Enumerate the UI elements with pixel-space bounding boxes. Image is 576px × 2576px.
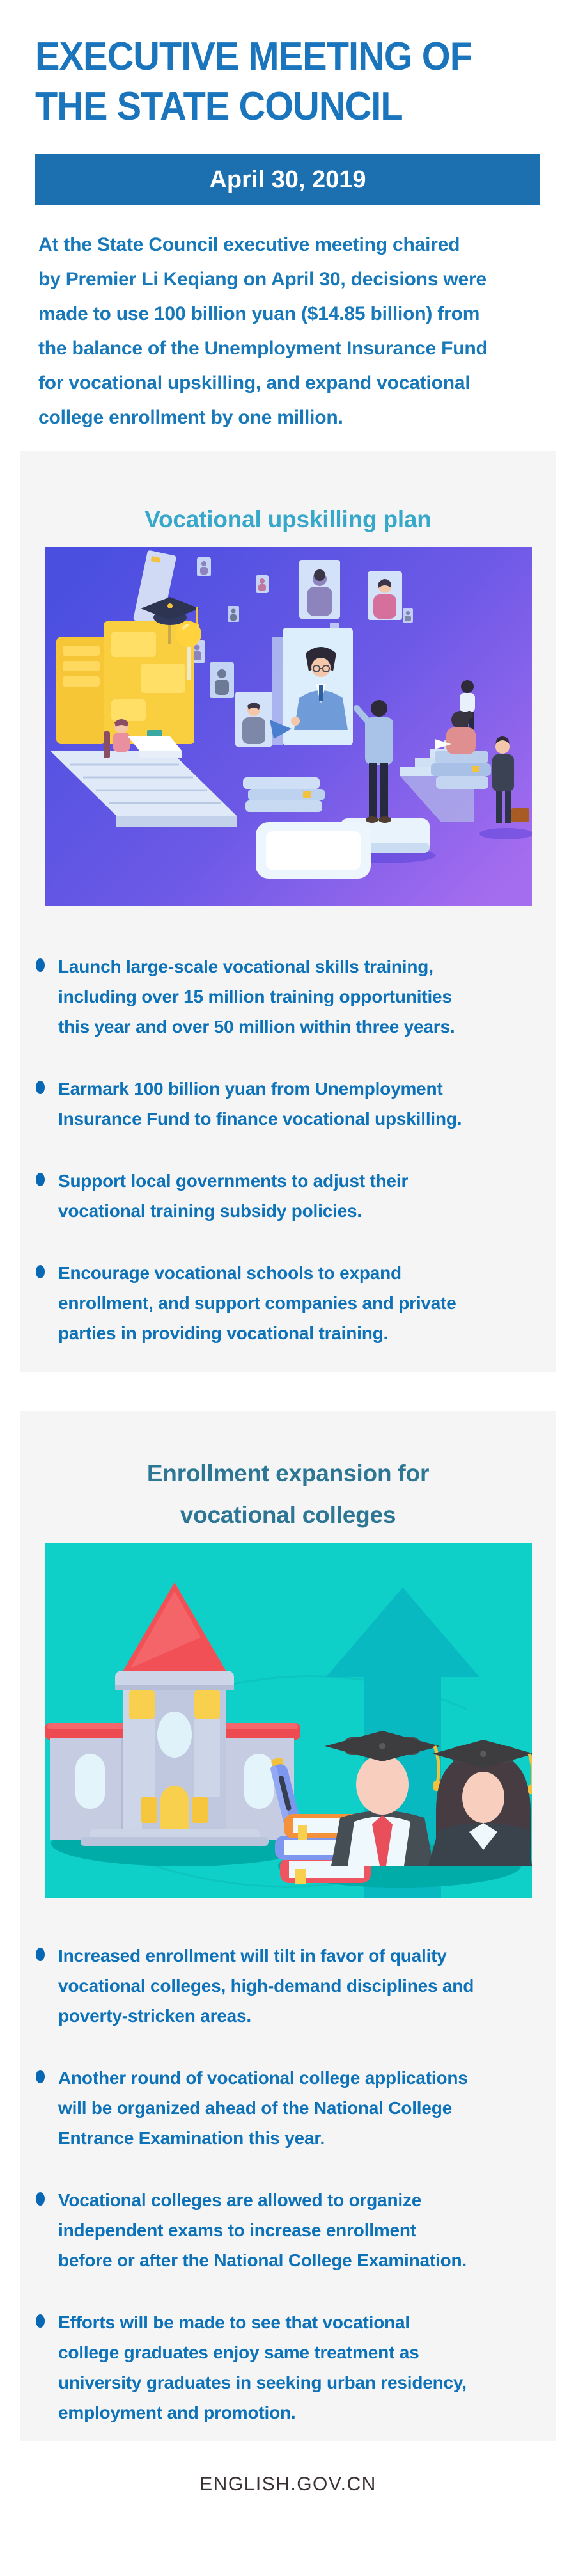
text-line: including over 15 million training opportunities [58,987,452,1006]
section-card-upskilling [20,451,556,1372]
text-line: the balance of the Unemployment Insurance Fund [38,338,488,359]
bullet-item [36,2063,549,2153]
bullet-text [58,2063,468,2153]
text-line: Earmark 100 billion yuan from Unemployment [58,1079,443,1099]
section-title-upskilling [20,506,556,533]
bullet-text [58,1941,474,2031]
section-card-enrollment [20,1411,556,2441]
date-banner-text: April 30, 2019 [209,166,366,193]
text-line: Insurance Fund to finance vocational upskilling. [58,1109,462,1129]
text-line: will be organized ahead of the National College [58,2098,453,2118]
text-line: this year and over 50 million within three years. [58,1017,455,1037]
bullet-text [58,2307,467,2428]
text-line: Vocational upskilling plan [144,505,432,532]
teacher-screen [270,628,353,745]
text-line: vocational training subsidy policies. [58,1201,362,1221]
text-line: before or after the National College Examination. [58,2250,467,2270]
bullet-item [36,2185,549,2275]
page-title [35,32,472,132]
text-line: Another round of vocational college applications [58,2068,468,2088]
text-line: Increased enrollment will tilt in favor of quality [58,1946,447,1966]
text-line: employment and promotion. [58,2403,296,2422]
bullet-dot-icon [36,2314,45,2328]
date-banner [35,154,540,205]
bullet-dot-icon [36,2070,45,2083]
text-line: for vocational upskilling, and expand vocational [38,372,471,394]
bullet-text [58,1258,456,1348]
upskilling-illustration [45,547,532,906]
text-line: college graduates enjoy same treatment as [58,2342,419,2362]
bullet-dot-icon [36,1948,45,1961]
text-line: Support local governments to adjust their [58,1171,409,1191]
bullet-text [58,951,455,1042]
text-line: college enrollment by one million. [38,407,343,428]
text-line: vocational colleges, high-demand disciplines and [58,1976,474,1996]
text-line: by Premier Li Keqiang on April 30, decisions were [38,269,486,290]
text-line: Encourage vocational schools to expand [58,1263,401,1283]
text-line: university graduates in seeking urban residency, [58,2373,467,2392]
bullet-text [58,2185,467,2275]
section-title-enrollment [20,1452,556,1536]
bullet-item [36,1166,549,1226]
text-line: Enrollment expansion for [146,1459,430,1486]
bullet-text [58,1074,462,1134]
bullet-item [36,2307,549,2428]
bullet-item [36,1941,549,2031]
text-line: Entrance Examination this year. [58,2128,325,2148]
text-line: Launch large-scale vocational skills training, [58,957,433,976]
text-line: parties in providing vocational training. [58,1323,389,1343]
bullet-list [36,1941,549,2460]
bullet-text [58,1166,408,1226]
text-line: vocational colleges [180,1501,396,1528]
bullet-item [36,951,549,1042]
intro-paragraph [38,228,488,435]
bullet-dot-icon [36,1265,45,1278]
bullet-dot-icon [36,1081,45,1094]
text-line: poverty-stricken areas. [58,2006,252,2026]
text-line: THE STATE COUNCIL [35,84,403,129]
text-line: At the State Council executive meeting chaired [38,234,460,255]
bullet-item [36,1074,549,1134]
footer-site-name[interactable]: ENGLISH.GOV.CN [199,2474,377,2495]
text-line: EXECUTIVE MEETING OF [35,35,472,79]
bullet-dot-icon [36,2192,45,2206]
text-line: Vocational colleges are allowed to organize [58,2190,422,2210]
text-line: Efforts will be made to see that vocational [58,2312,410,2332]
enrollment-illustration [45,1543,532,1898]
bullet-dot-icon [36,1173,45,1186]
bullet-dot-icon [36,958,45,972]
bullet-item [36,1258,549,1348]
text-line: made to use 100 billion yuan ($14.85 billion) from [38,303,480,324]
text-line: enrollment, and support companies and private [58,1293,456,1313]
text-line: independent exams to increase enrollment [58,2220,416,2240]
bullet-list [36,951,549,1380]
